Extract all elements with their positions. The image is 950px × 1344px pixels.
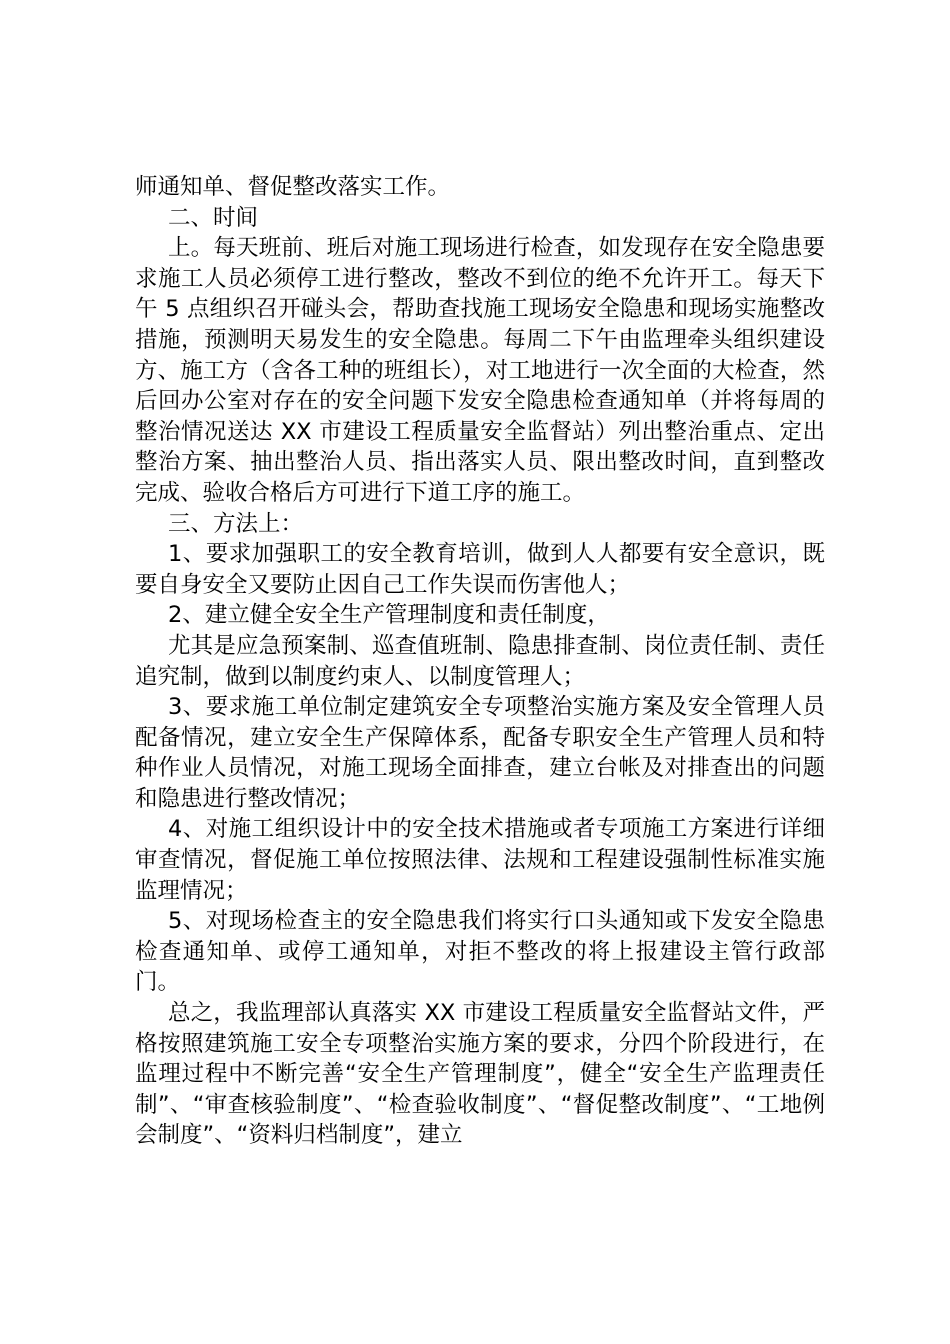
summary-paragraph: 总之，我监理部认真落实 XX 市建设工程质量安全监督站文件，严格按照建筑施工安全专项整治实施方案的要求，分四个阶段进行，在监理过程中不断完善“安全生产管理制度”，健全“安全生产监理责任制”、“审查核验制度”、“检查验收制度”、“督促整改制度”、“工地例会制度”、“资料归档制度”，建立 — [135, 1000, 825, 1149]
method-item-5: 5、对现场检查主的安全隐患我们将实行口头通知或下发安全隐患检查通知单、或停工通知单，对拒不整改的将上报建设主管行政部门。 — [135, 908, 825, 996]
method-item-2: 2、建立健全安全生产管理制度和责任制度， — [168, 602, 610, 629]
method-item-2-continued: 尤其是应急预案制、巡查值班制、隐患排查制、岗位责任制、责任追究制，做到以制度约束人、以制度管理人； — [135, 632, 825, 690]
method-item-1: 1、要求加强职工的安全教育培训，做到人人都要有安全意识，既要自身安全又要防止因自己工作失误而伤害他人； — [135, 541, 825, 598]
section-heading-time: 二、时间 — [168, 204, 259, 231]
paragraph-time-detail: 上。每天班前、班后对施工现场进行检查，如发现存在安全隐患要求施工人员必须停工进行整改，整改不到位的绝不允许开工。每天下午 5 点组织召开碰头会，帮助查找施工现场安全隐患和现场实施整改措施，预测明天易发生的安全隐患。每周二下午由监理牵头组织建设方、施工方（含各工种的班组长），对工地进行一次全面的大检查，然后回办公室对存在的安全问题下发安全隐患检查通知单（并将每周的整治情况送达 XX 市建设工程质量安全监督站）列出整治重点、定出整治方案、抽出整治人员、指出落实人员、限出整改时间，直到整改完成、验收合格后方可进行下道工序的施工。 — [135, 235, 825, 506]
section-heading-method: 三、方法上： — [168, 510, 304, 537]
method-item-3: 3、要求施工单位制定建筑安全专项整治实施方案及安全管理人员配备情况，建立安全生产保障体系，配备专职安全生产管理人员和特种作业人员情况，对施工现场全面排查，建立台帐及对排查出的问题和隐患进行整改情况； — [135, 694, 825, 812]
document-body — [135, 172, 825, 1151]
method-item-4: 4、对施工组织设计中的安全技术措施或者专项施工方案进行详细审查情况，督促施工单位按照法律、法规和工程建设强制性标准实施监理情况； — [135, 816, 825, 904]
paragraph-1: 师通知单、督促整改落实工作。 — [135, 174, 451, 200]
